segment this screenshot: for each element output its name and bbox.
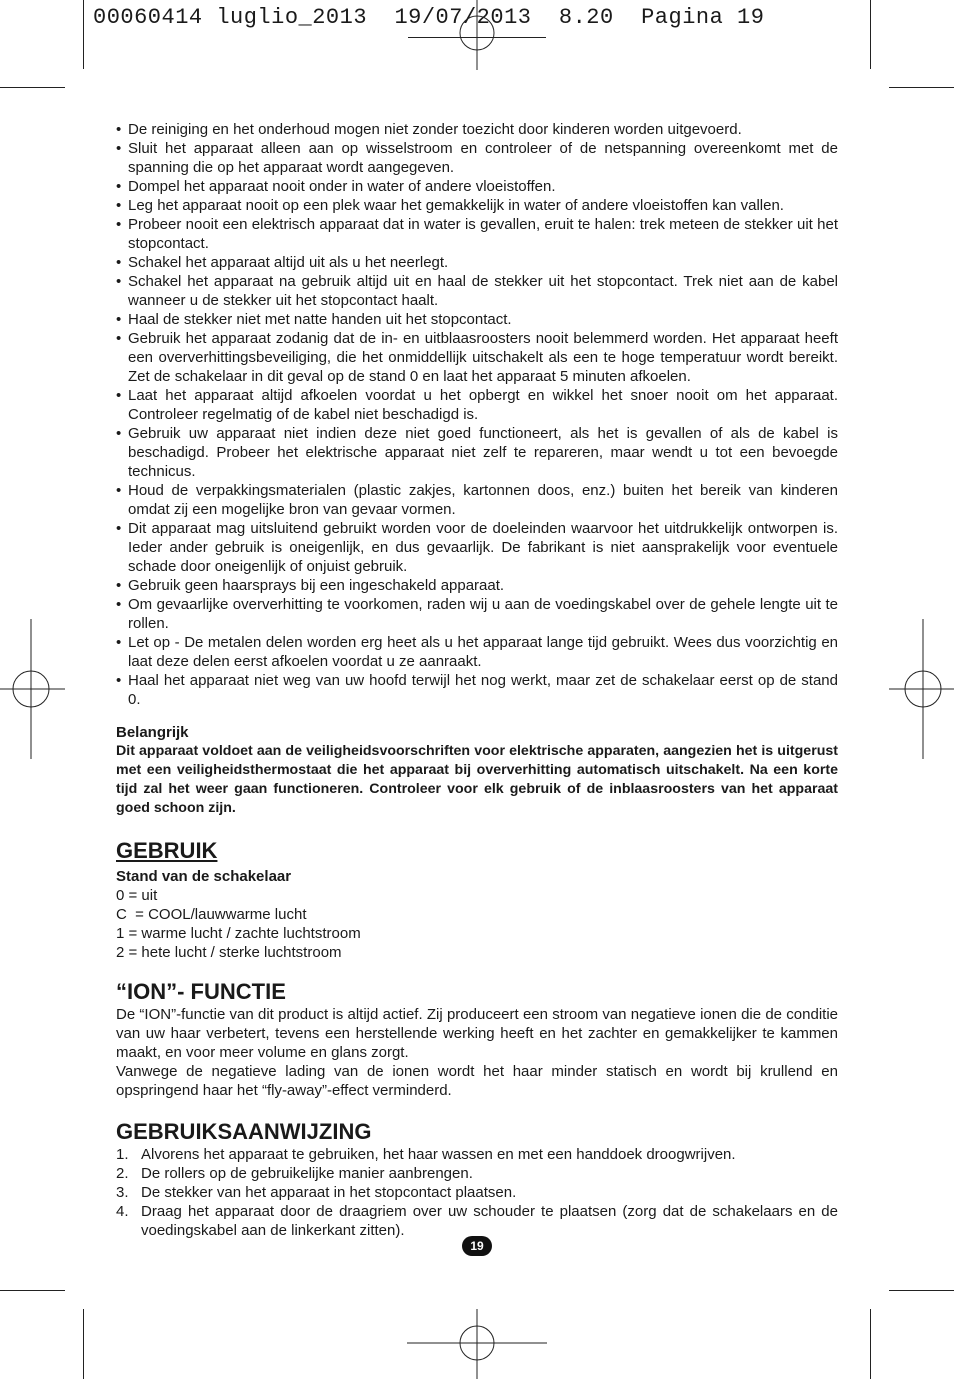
safety-item: • Houd de verpakkingsmaterialen (plastic zakjes, kartonnen doos, enz.) buiten het bereik van kinderen omdat zij een mogelijke bron van gevaar vormen. [116,481,838,519]
crop-mark [0,87,65,88]
registration-mark-top [407,0,547,70]
registration-mark-bottom [407,1309,547,1379]
safety-item: • Gebruik geen haarsprays bij een ingeschakeld apparaat. [116,576,838,595]
step-number: 1. [116,1146,129,1163]
switch-position-line: 2 = hete lucht / sterke luchtstroom [116,944,342,961]
important-heading: Belangrijk [116,724,189,741]
crop-mark [83,1309,84,1379]
crop-mark [889,1290,954,1291]
registration-mark-left [0,619,65,759]
step-text: Draag het apparaat door de draagriem over uw schouder te plaatsen (zorg dat de schakelaars en de voedingskabel aan de linkerkant zitten). [141,1203,838,1239]
crop-mark [83,0,84,69]
safety-item: • Sluit het apparaat alleen aan op wisselstroom en controleer of de netspanning overeenkomt met de spanning die op het apparaat wordt aangegeven. [116,139,838,177]
instruction-step [116,1145,838,1164]
ion-paragraph: Vanwege de negatieve lading van de ionen wordt het haar minder statisch en wordt bij krullend en opspringend haar het “fly-away”-effect verminderd. [116,1063,838,1099]
crop-mark [0,1290,65,1291]
safety-list [116,120,838,709]
instruction-step [116,1164,838,1183]
safety-item: • Laat het apparaat altijd afkoelen voordat u het opbergt en wikkel het snoer nooit om het apparaat. Controleer regelmatig of de kabel niet beschadigd is. [116,386,838,424]
instruction-step [116,1183,838,1202]
switch-positions [116,886,838,962]
section-heading-instructions: GEBRUIKSAANWIJZING [116,1119,372,1144]
registration-mark-right [889,619,954,759]
section-heading-gebruik: GEBRUIK [116,838,218,863]
safety-item: • Dompel het apparaat nooit onder in water of andere vloeistoffen. [116,177,838,196]
ion-paragraphs [116,1005,838,1100]
step-number: 3. [116,1184,129,1201]
switch-subheading: Stand van de schakelaar [116,868,292,885]
page-number-badge: 19 [462,1236,492,1256]
instruction-step [116,1202,838,1240]
switch-position-line: 0 = uit [116,887,158,904]
safety-item: • Let op - De metalen delen worden erg heet als u het apparaat lange tijd gebruikt. Wees dus voorzichtig en laat deze delen eerst afkoelen voordat u ze aanraakt. [116,633,838,671]
safety-item: • Leg het apparaat nooit op een plek waar het gemakkelijk in water of andere vloeistoffen kan vallen. [116,196,838,215]
crop-mark [870,0,871,69]
crop-mark [870,1309,871,1379]
step-number: 2. [116,1165,129,1182]
safety-item: • De reiniging en het onderhoud mogen niet zonder toezicht door kinderen worden uitgevoerd. [116,120,838,139]
safety-item: • Haal de stekker niet met natte handen uit het stopcontact. [116,310,838,329]
page-content [116,120,838,1240]
switch-position-line: 1 = warme lucht / zachte luchtstroom [116,925,361,942]
switch-position-line: C = COOL/lauwwarme lucht [116,906,307,923]
step-number: 4. [116,1203,129,1220]
safety-item: • Om gevaarlijke oververhitting te voorkomen, raden wij u aan de voedingskabel over de gehele lengte uit te rollen. [116,595,838,633]
safety-item: • Gebruik uw apparaat niet indien deze niet goed functioneert, als het is gevallen of als de kabel is beschadigd. Probeer het elektrische apparaat niet zelf te repareren, maar wendt u tot een bevoegde technicus. [116,424,838,481]
important-text: Dit apparaat voldoet aan de veiligheidsvoorschriften voor elektrische apparaten, aangezien het is uitgerust met een veiligheidsthermostaat die het apparaat bij oververhitting automatisch uitschakelt. Na een korte tijd zal het weer gaan functioneren. Controleer voor elk gebruik of de inblaasroosters van het apparaat goed schoon zijn. [116,743,838,816]
print-header: 00060414 luglio_2013 19/07/2013 8.20 Pagina 19 [93,5,765,30]
section-heading-ion: “ION”- FUNCTIE [116,979,286,1004]
safety-item: • Gebruik het apparaat zodanig dat de in- en uitblaasroosters nooit belemmerd worden. Het apparaat heeft een oververhittingsbeveiliging, die het onmiddellijk uitschakelt als een te hoge temperatuur wordt bereikt. Zet de schakelaar in dit geval op de stand 0 en laat het apparaat 5 minuten afkoelen. [116,329,838,386]
safety-item: • Schakel het apparaat altijd uit als u het neerlegt. [116,253,838,272]
safety-item: • Schakel het apparaat na gebruik altijd uit en haal de stekker uit het stopcontact. Trek niet aan de kabel wanneer u de stekker uit het stopcontact haalt. [116,272,838,310]
step-text: De rollers op de gebruikelijke manier aanbrengen. [141,1165,473,1182]
safety-item: • Dit apparaat mag uitsluitend gebruikt worden voor de doeleinden waarvoor het uitdrukkelijk ontworpen is. Ieder ander gebruik is oneigenlijk, en dus gevaarlijk. De fabrikant is niet aansprakelijk voor eventuele schade door oneigenlijk of onjuist gebruik. [116,519,838,576]
step-text: De stekker van het apparaat in het stopcontact plaatsen. [141,1184,517,1201]
step-text: Alvorens het apparaat te gebruiken, het haar wassen en met een handdoek droogwrijven. [141,1146,736,1163]
safety-item: • Haal het apparaat niet weg van uw hoofd terwijl het nog werkt, maar zet de schakelaar eerst op de stand 0. [116,671,838,709]
crop-mark [889,87,954,88]
safety-item: • Probeer nooit een elektrisch apparaat dat in water is gevallen, eruit te halen: trek meteen de stekker uit het stopcontact. [116,215,838,253]
instruction-steps [116,1145,838,1240]
ion-paragraph: De “ION”-functie van dit product is altijd actief. Zij produceert een stroom van negatieve ionen die de conditie van uw haar verbetert, tevens een herstellende werking heeft en het zachter en gemakkelijker te kammen maakt, en voor meer volume en glans zorgt. [116,1006,838,1061]
